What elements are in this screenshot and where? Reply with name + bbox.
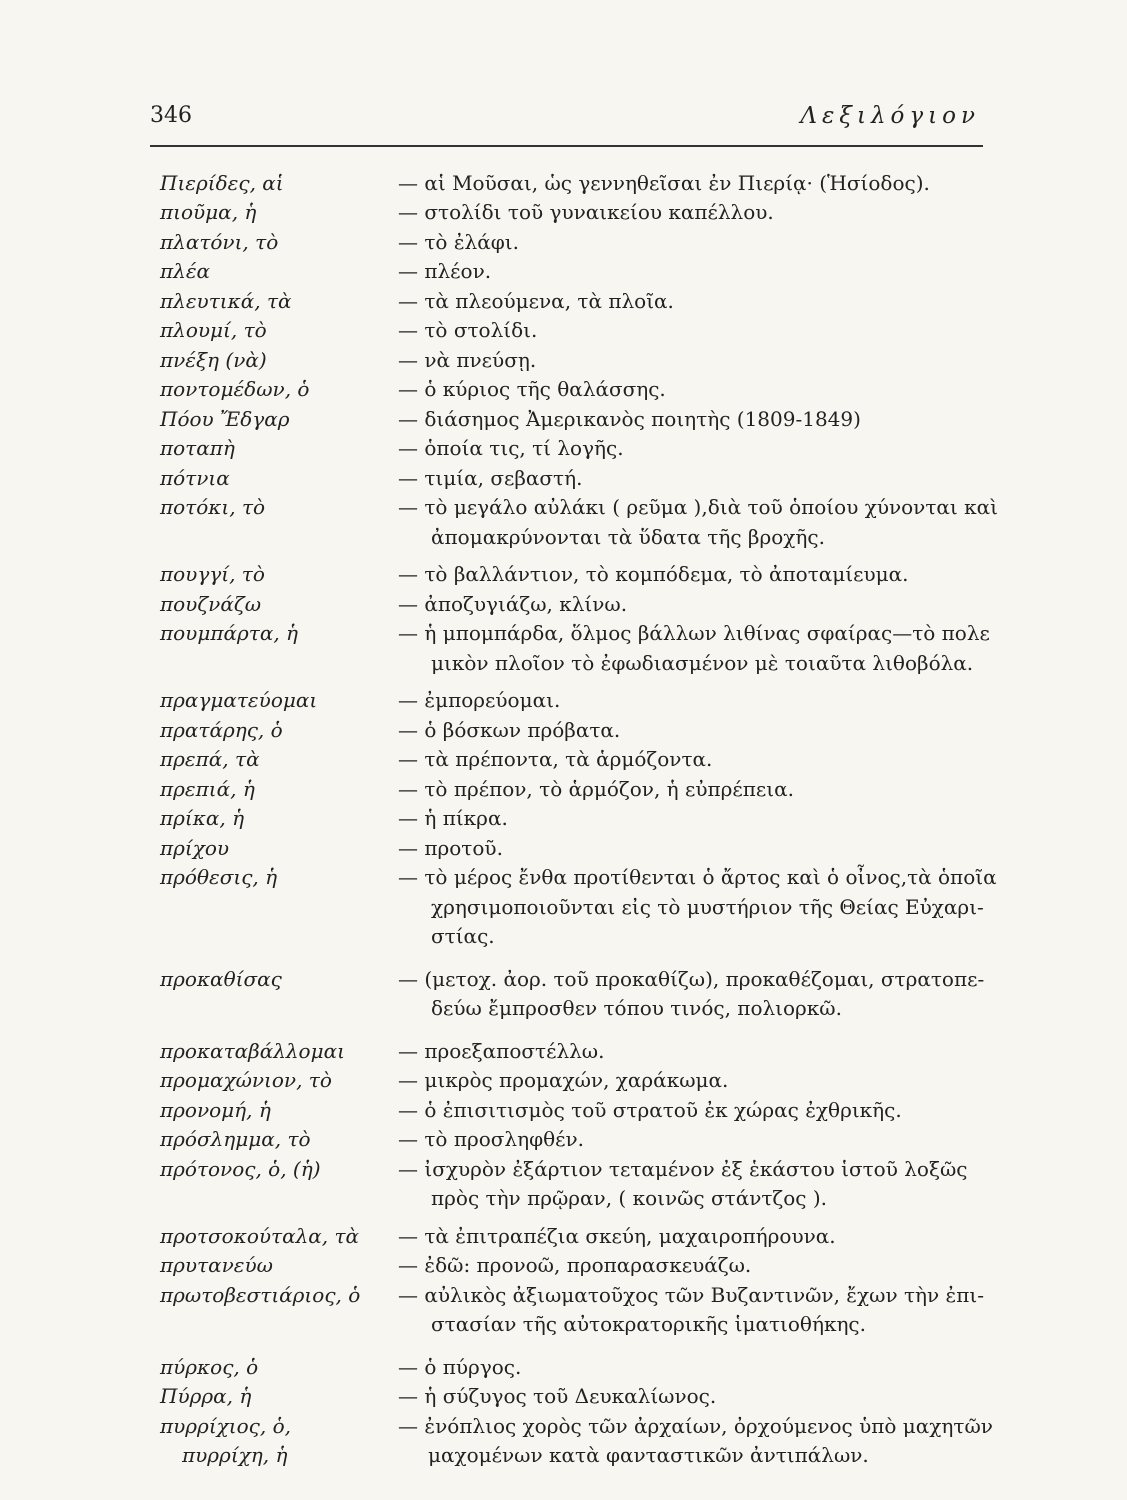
glossary-entry <box>160 1154 1030 1213</box>
entry-definition: — διάσημος Ἀμερικανὸς ποιητὴς (1809-1849) <box>398 406 861 431</box>
entry-term: ποτόκι, τὸ <box>160 495 266 520</box>
entry-definition: — νὰ πνεύσῃ. <box>398 347 537 372</box>
entry-definition: μαχομένων κατὰ φανταστικῶν ἀντιπάλων. <box>428 1443 869 1468</box>
entry-term: πρωτοβεστιάριος, ὁ <box>160 1282 361 1307</box>
glossary-entry <box>160 345 1030 375</box>
entry-term: πότνια <box>160 465 230 490</box>
entry-definition: — τὰ ἐπιτραπέζια σκεύη, μαχαιροπήρουνα. <box>398 1223 836 1248</box>
glossary-entry <box>160 463 1030 493</box>
entry-definition: — προτοῦ. <box>398 835 503 860</box>
entry-definition: — ὁποία τις, τί λογῆς. <box>398 436 624 461</box>
entry-term: πρόσλημμα, τὸ <box>160 1127 311 1152</box>
entry-definition: — ἡ σύζυγος τοῦ Δευκαλίωνος. <box>398 1384 717 1409</box>
glossary-entry <box>160 227 1030 257</box>
entry-term: πιοῦμα, ἡ <box>160 200 257 225</box>
glossary-entry <box>160 1280 1030 1339</box>
entry-term: ποταπὴ <box>160 436 235 461</box>
entry-definition: — ἐνόπλιος χορὸς τῶν ἀρχαίων, ὀρχούμενος ὑπὸ μαχητῶν <box>398 1413 993 1438</box>
entry-term: πλέα <box>160 259 211 284</box>
glossary-entry <box>160 257 1030 287</box>
entry-definition: — (μετοχ. ἀορ. τοῦ προκαθίζω), προκαθέζομαι, στρατοπε- <box>398 966 985 991</box>
entry-definition: — τὸ στολίδι. <box>398 318 538 343</box>
entry-definition: — προεξαποστέλλω. <box>398 1038 605 1063</box>
entry-definition: — τὰ πρέποντα, τὰ ἁρμόζοντα. <box>398 747 713 772</box>
glossary-entry <box>160 404 1030 434</box>
entry-definition-continued: μικὸν πλοῖον τὸ ἐφωδιασμένον μὲ τοιαῦτα λιθοβόλα. <box>431 650 974 675</box>
glossary-entry <box>160 1441 1030 1471</box>
entry-term: πνέξη (νὰ) <box>160 347 267 372</box>
glossary-list <box>160 168 1030 1470</box>
entry-definition: — ὁ πύργος. <box>398 1354 522 1379</box>
glossary-entry <box>160 619 1030 678</box>
entry-term: προτσοκούταλα, τὰ <box>160 1223 360 1248</box>
entry-definition: — τὸ μέρος ἔνθα προτίθενται ὁ ἄρτος καὶ ὁ οἶνος,τὰ ὁποῖα <box>398 865 997 890</box>
page-header <box>150 95 980 135</box>
entry-definition: — ἀποζυγιάζω, κλίνω. <box>398 591 628 616</box>
entry-term: προκαθίσας <box>160 966 282 991</box>
glossary-entry <box>160 715 1030 745</box>
entry-term: πρεπά, τὰ <box>160 747 260 772</box>
entry-definition-continued: πρὸς τὴν πρῷραν, ( κοινῶς στάντζος ). <box>431 1186 828 1211</box>
entry-definition-continued: χρησιμοποιοῦνται εἰς τὸ μυστήριον τῆς Θείας Εὐχαρι- <box>431 894 984 919</box>
glossary-entry <box>160 286 1030 316</box>
entry-term: πουγγί, τὸ <box>160 562 265 587</box>
entry-term: πραγματεύομαι <box>160 688 318 713</box>
entry-term: πρυτανεύω <box>160 1253 273 1278</box>
entry-definition: — ὁ βόσκων πρόβατα. <box>398 717 621 742</box>
header-rule <box>150 145 983 147</box>
entry-term: πλευτικά, τὰ <box>160 288 292 313</box>
entry-term: προκαταβάλλομαι <box>160 1038 345 1063</box>
glossary-entry <box>160 774 1030 804</box>
entry-definition-continued: δεύω ἔμπροσθεν τόπου τινός, πολιορκῶ. <box>431 996 842 1021</box>
entry-term: πρατάρης, ὁ <box>160 717 283 742</box>
entry-term: Πύρρα, ἡ <box>160 1384 252 1409</box>
glossary-entry <box>160 686 1030 716</box>
glossary-entry <box>160 1411 1030 1441</box>
entry-term: πυρρίχιος, ὁ, <box>160 1413 291 1438</box>
entry-definition: — αὐλικὸς ἀξιωματοῦχος τῶν Βυζαντινῶν, ἔχων τὴν ἐπι- <box>398 1282 985 1307</box>
glossary-entry <box>160 1095 1030 1125</box>
entry-term: ποντομέδων, ὁ <box>160 377 310 402</box>
entry-definition: — ἐδῶ: προνοῶ, προπαρασκευάζω. <box>398 1253 752 1278</box>
entry-definition: — τὸ προσληφθέν. <box>398 1127 584 1152</box>
glossary-entry <box>160 168 1030 198</box>
glossary-entry <box>160 560 1030 590</box>
glossary-entry <box>160 198 1030 228</box>
glossary-entry <box>160 316 1030 346</box>
glossary-entry <box>160 589 1030 619</box>
entry-term: πυρρίχη, ἡ <box>182 1443 288 1468</box>
glossary-entry <box>160 1036 1030 1066</box>
glossary-entry <box>160 1382 1030 1412</box>
entry-term: πλατόνι, τὸ <box>160 229 279 254</box>
entry-term: πρίκα, ἡ <box>160 806 245 831</box>
entry-term: προμαχώνιον, τὸ <box>160 1068 332 1093</box>
glossary-entry <box>160 434 1030 464</box>
entry-term: πλουμί, τὸ <box>160 318 267 343</box>
entry-definition: — πλέον. <box>398 259 492 284</box>
entry-definition: — τὸ πρέπον, τὸ ἁρμόζον, ἡ εὐπρέπεια. <box>398 776 794 801</box>
glossary-entry <box>160 745 1030 775</box>
entry-definition-continued: στίας. <box>431 924 495 949</box>
entry-term: πουζνάζω <box>160 591 261 616</box>
entry-term: πρότονος, ὁ, (ἡ) <box>160 1156 321 1181</box>
entry-definition: — ἡ πίκρα. <box>398 806 508 831</box>
entry-definition: — ἡ μπομπάρδα, ὅλμος βάλλων λιθίνας σφαίρας—τὸ πολε <box>398 621 990 646</box>
entry-definition: — τὸ ἐλάφι. <box>398 229 519 254</box>
entry-term: πρόθεσις, ἡ <box>160 865 278 890</box>
entry-definition-continued: ἀπομακρύνονται τὰ ὕδατα τῆς βροχῆς. <box>431 524 825 549</box>
entry-definition: — τὸ βαλλάντιον, τὸ κομπόδεμα, τὸ ἀποταμίευμα. <box>398 562 909 587</box>
glossary-entry <box>160 833 1030 863</box>
entry-term: Πιερίδες, αἱ <box>160 170 284 195</box>
entry-term: πρεπιά, ἡ <box>160 776 255 801</box>
glossary-entry <box>160 375 1030 405</box>
glossary-entry <box>160 1251 1030 1281</box>
glossary-entry <box>160 1125 1030 1155</box>
glossary-entry <box>160 1066 1030 1096</box>
entry-definition: — ὁ κύριος τῆς θαλάσσης. <box>398 377 666 402</box>
entry-definition: — τιμία, σεβαστή. <box>398 465 583 490</box>
glossary-entry <box>160 863 1030 952</box>
glossary-entry <box>160 1352 1030 1382</box>
entry-definition: — ἰσχυρὸν ἐξάρτιον τεταμένον ἐξ ἑκάστου ἱστοῦ λοξῶς <box>398 1156 968 1181</box>
glossary-entry <box>160 493 1030 552</box>
entry-term: πουμπάρτα, ἡ <box>160 621 299 646</box>
entry-definition-continued: στασίαν τῆς αὐτοκρατορικῆς ἱματιοθήκης. <box>431 1312 866 1337</box>
glossary-entry <box>160 804 1030 834</box>
page-number: 346 <box>150 103 192 128</box>
entry-term: προνομή, ἡ <box>160 1097 271 1122</box>
entry-definition: — τὰ πλεούμενα, τὰ πλοῖα. <box>398 288 674 313</box>
entry-term: πρίχου <box>160 835 230 860</box>
glossary-entry <box>160 1221 1030 1251</box>
entry-definition: — αἱ Μοῦσαι, ὡς γεννηθεῖσαι ἐν Πιερίᾳ· (Ἡσίοδος). <box>398 170 930 195</box>
entry-definition: — ὁ ἐπισιτισμὸς τοῦ στρατοῦ ἐκ χώρας ἐχθρικῆς. <box>398 1097 902 1122</box>
entry-definition: — μικρὸς προμαχών, χαράκωμα. <box>398 1068 729 1093</box>
entry-term: πύρκος, ὁ <box>160 1354 259 1379</box>
entry-definition: — τὸ μεγάλο αὐλάκι ( ρεῦμα ),διὰ τοῦ ὁποίου χύνονται καὶ <box>398 495 998 520</box>
entry-definition: — ἐμπορεύομαι. <box>398 688 561 713</box>
glossary-entry <box>160 964 1030 1023</box>
running-title: Λεξιλόγιον <box>800 103 980 129</box>
entry-definition: — στολίδι τοῦ γυναικείου καπέλλου. <box>398 200 774 225</box>
entry-term: Πόου Ἔδγαρ <box>160 406 290 431</box>
